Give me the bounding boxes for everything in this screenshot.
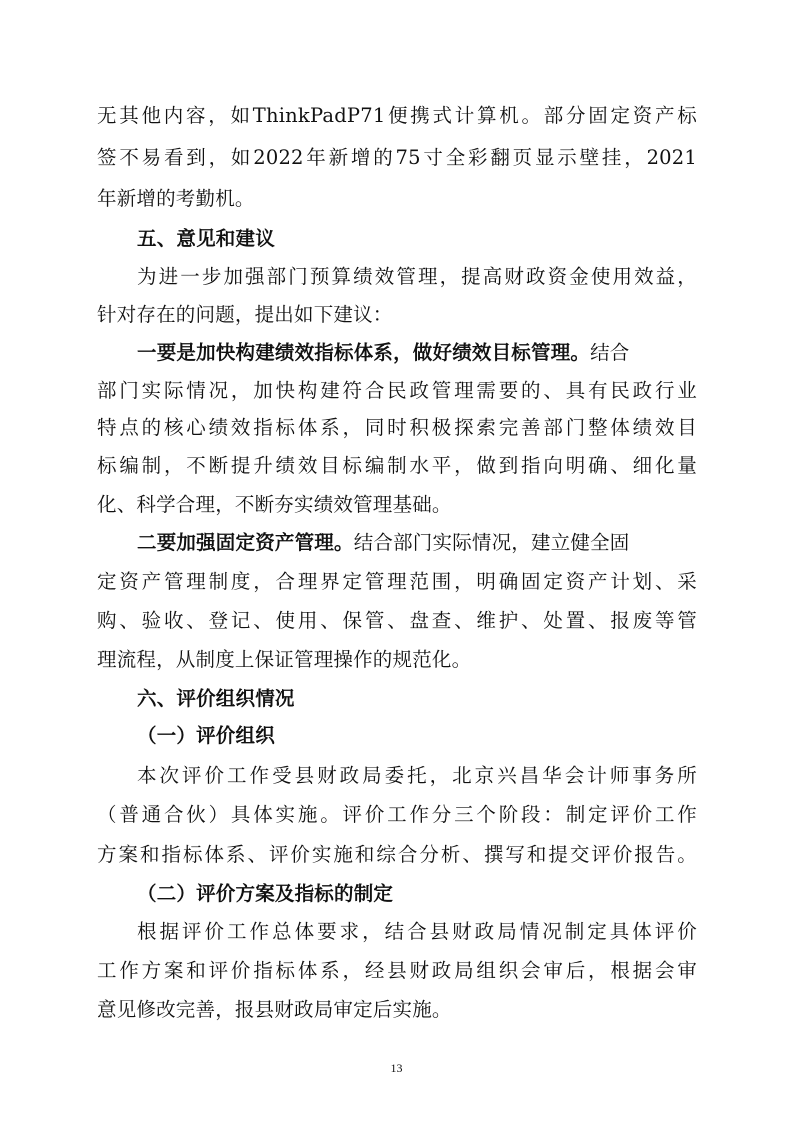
recommendation-1-lead: 一要是加快构建绩效指标体系，做好绩效目标管理。 (137, 341, 591, 364)
body-text-line: 根据评价工作总体要求，结合县财政局情况制定具体评价 (137, 920, 697, 943)
body-text-line: 无其他内容，如ThinkPadP71便携式计算机。部分固定资产标 (97, 104, 697, 127)
body-text-line: 意见修改完善，报县财政局审定后实施。 (97, 998, 452, 1021)
body-text-line: 购、验收、登记、使用、保管、盘查、维护、处置、报废等管 (97, 609, 697, 632)
body-text-line: 本次评价工作受县财政局委托，北京兴昌华会计师事务所 (137, 764, 697, 787)
body-text-line: 部门实际情况，加快构建符合民政管理需要的、具有民政行业 (97, 379, 697, 402)
body-text-line: 特点的核心绩效指标体系，同时积极探索完善部门整体绩效目 (97, 416, 697, 439)
body-text-line: 针对存在的问题，提出如下建议： (97, 303, 393, 326)
body-text-line: 方案和指标体系、评价实施和综合分析、撰写和提交评价报告。 (97, 843, 697, 866)
body-text-line: 工作方案和评价指标体系，经县财政局组织会审后，根据会审 (97, 959, 697, 982)
body-text-line: 标编制，不断提升绩效目标编制水平，做到指向明确、细化量 (97, 454, 697, 477)
body-text-line: 为进一步加强部门预算绩效管理，提高财政资金使用效益， (137, 265, 697, 288)
body-text-line: （普通合伙）具体实施。评价工作分三个阶段：制定评价工作 (97, 803, 697, 826)
subsection-heading-6-1: （一）评价组织 (137, 724, 275, 747)
body-text-line: 年新增的考勤机。 (97, 187, 255, 210)
section-heading-6: 六、评价组织情况 (137, 687, 295, 710)
recommendation-2-lead: 二要加强固定资产管理。 (137, 531, 354, 554)
body-text-line (137, 341, 697, 365)
body-text-line: 签不易看到，如2022年新增的75寸全彩翻页显示壁挂，2021 (97, 146, 697, 169)
body-text-line: 定资产管理制度，合理界定管理范围，明确固定资产计划、采 (97, 570, 697, 593)
page-number: 13 (390, 1061, 403, 1075)
recommendation-2-text: 结合部门实际情况，建立健全固 (353, 531, 630, 554)
subsection-heading-6-2: （二）评价方案及指标的制定 (137, 882, 394, 905)
body-text-line: 理流程，从制度上保证管理操作的规范化。 (97, 648, 472, 671)
recommendation-1-text: 结合 (590, 341, 630, 364)
body-text-line (137, 531, 697, 555)
body-text-line: 化、科学合理，不断夯实绩效管理基础。 (97, 493, 452, 516)
section-heading-5: 五、意见和建议 (137, 227, 275, 250)
